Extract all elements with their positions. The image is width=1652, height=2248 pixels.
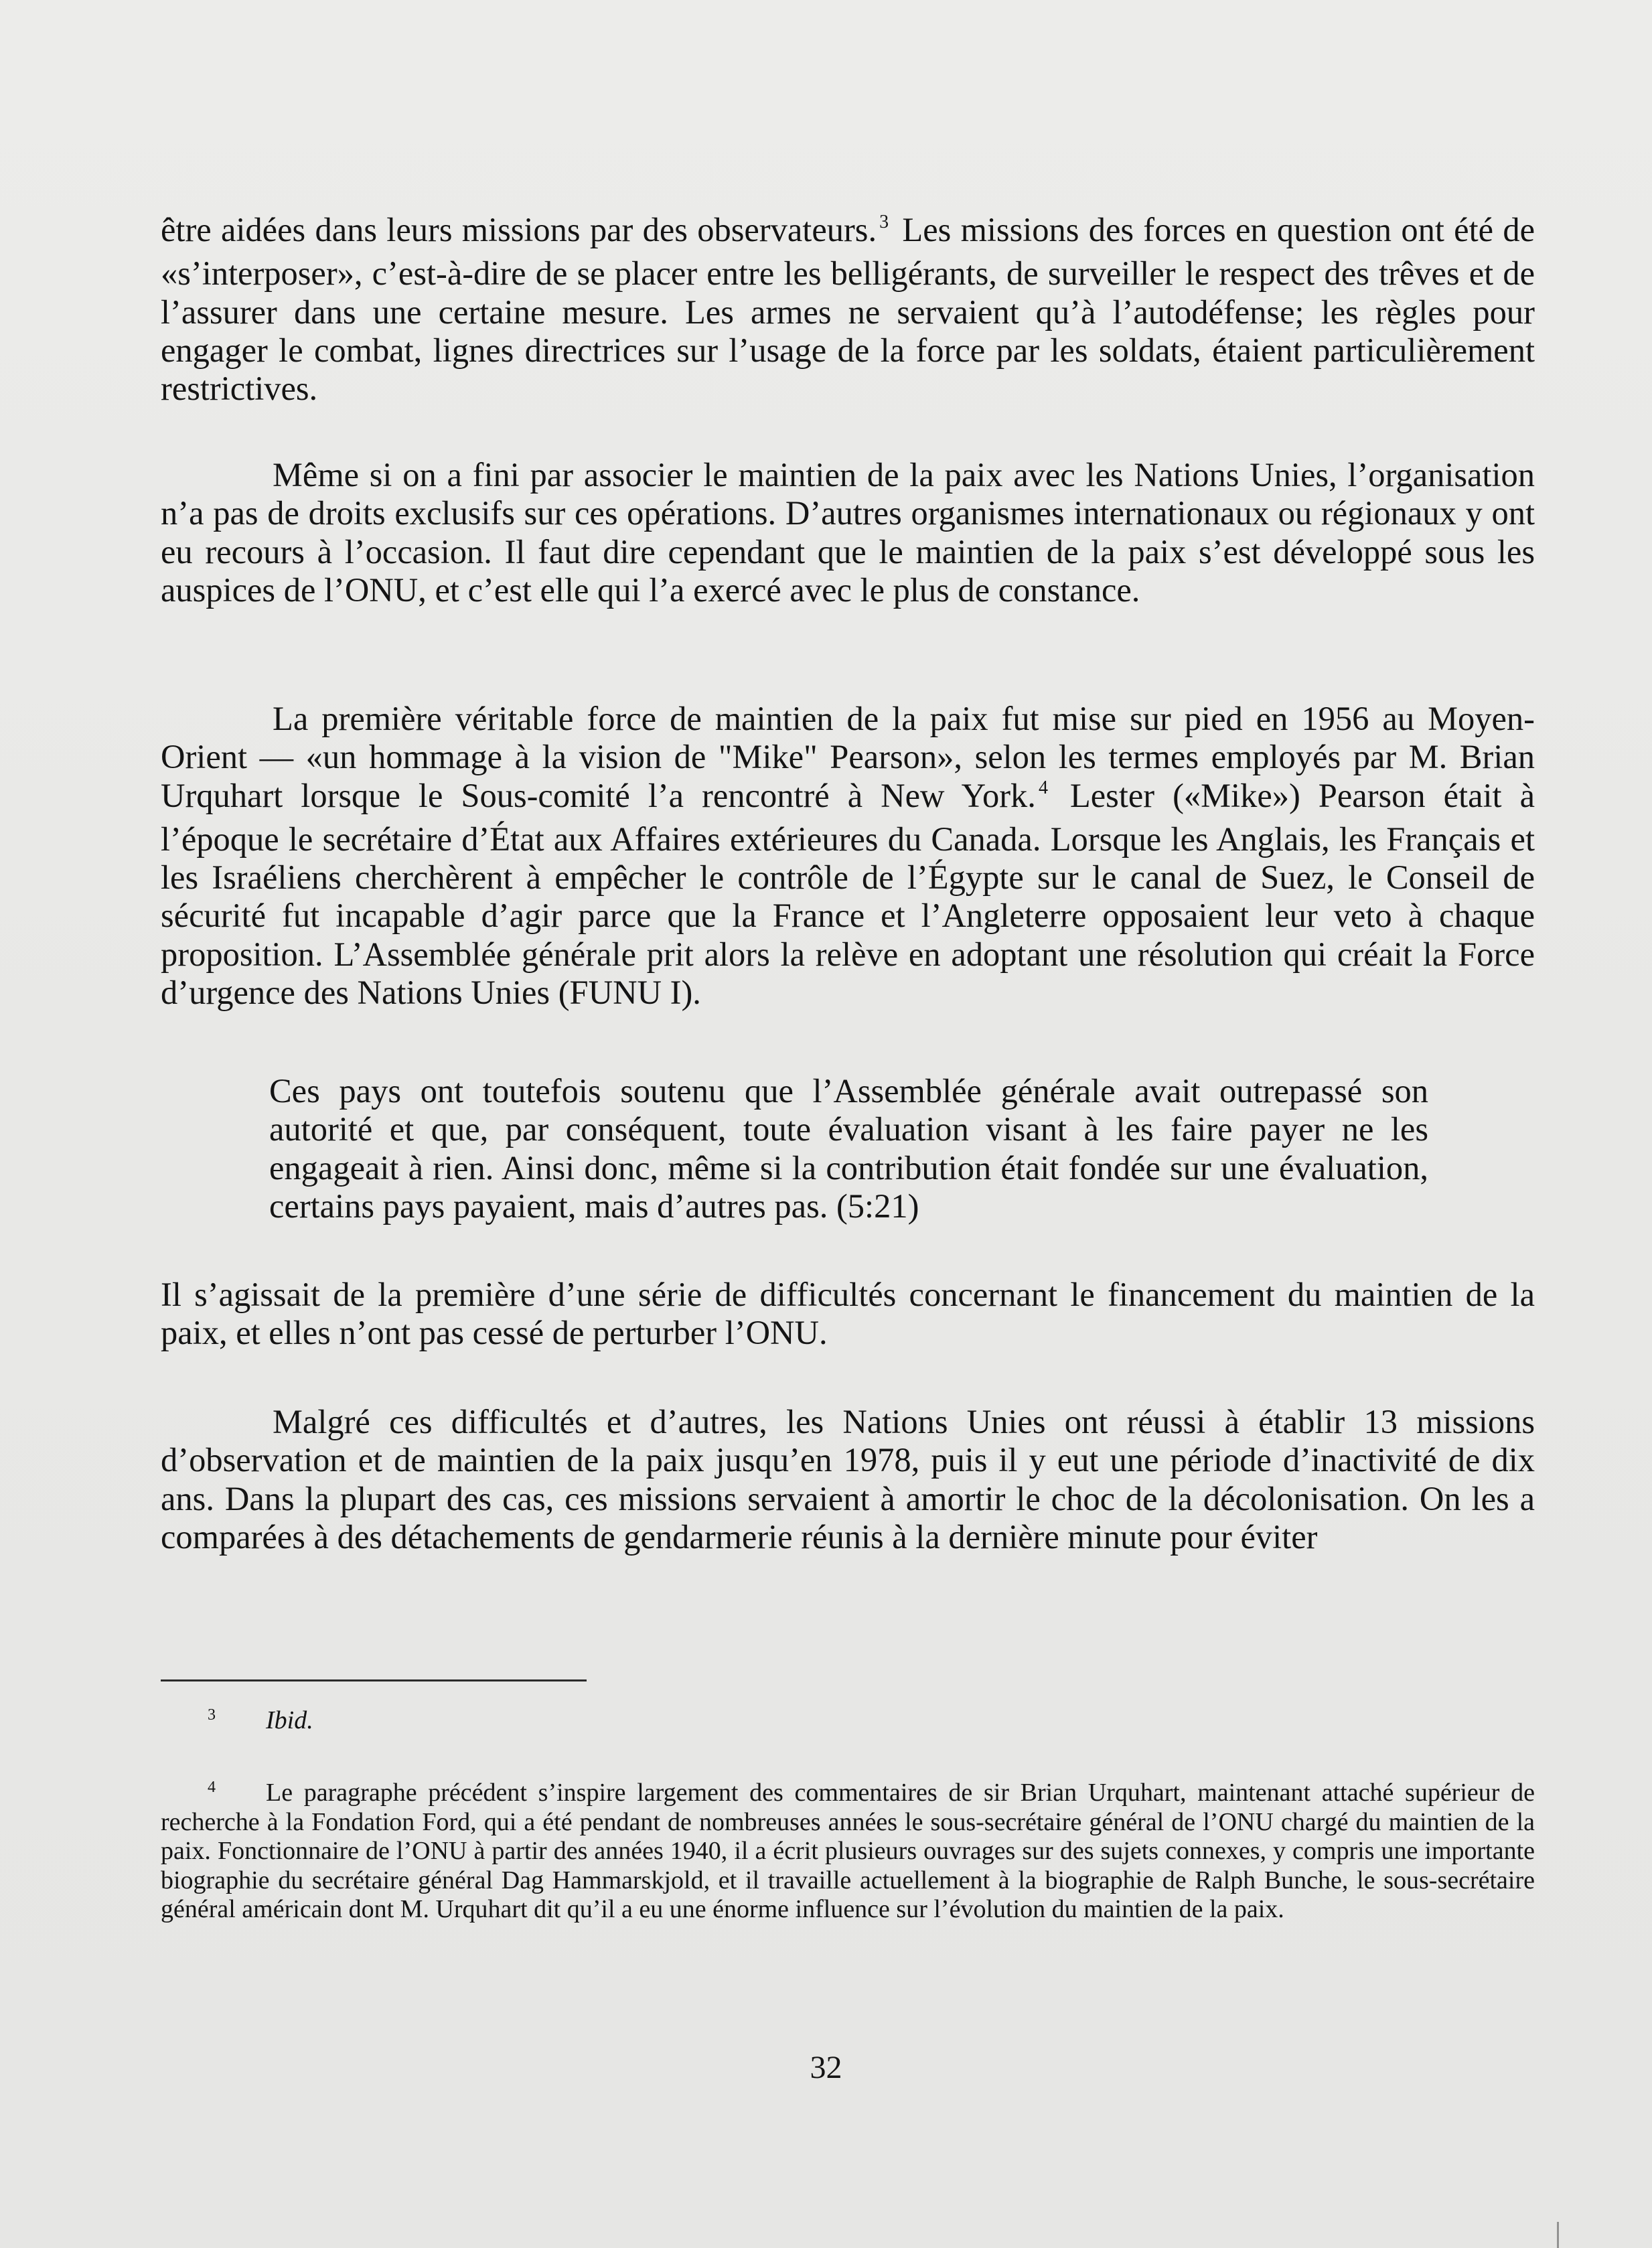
paragraph-3-text-b: Lester («Mike») Pearson était à l’époque le secrétaire d’État aux Affaires extérieures du Canada. Lorsque les Anglais, les Français et les Israéliens cherchèrent à empêcher le contrôle de l’Égypte sur le canal de Suez, le Conseil de sécurité fut incapable d’agir parce que la France et l’Angleterre opposaient leur veto à chaque proposition. L’Assemblée générale prit alors la relève en adoptant une résolution qui créait la Force d’urgence des Nations Unies (FUNU I). [161, 776, 1535, 1012]
footnote-3-mark: 3 [208, 1706, 216, 1724]
page-number: 32 [810, 2050, 842, 2085]
paragraph-1-text-b: Les missions des forces en question ont été de «s’interposer», c’est-à-dire de se placer entre les belligérants, de surveiller le respect des trêves et de l’assurer dans une certaine mesure. Les armes ne servaient qu’à l’autodéfense; les règles pour engager le combat, lignes directrices sur l’usage de la force par les soldats, étaient particulièrement restrictives. [161, 211, 1535, 408]
footnote-ref-4: 4 [1038, 777, 1048, 798]
paragraph-3 [161, 700, 1535, 1012]
paragraph-2-text: Même si on a fini par associer le maintien de la paix avec les Nations Unies, l’organisation n’a pas de droits exclusifs sur ces opérations. D’autres organismes internationaux ou régionaux y ont eu recours à l’occasion. Il faut dire cependant que le maintien de la paix s’est développé sous les auspices de l’ONU, et c’est elle qui l’a exercé avec le plus de constance. [161, 456, 1535, 609]
block-quote-text: Ces pays ont toutefois soutenu que l’Assemblée générale avait outrepassé son autorité et que, par conséquent, toute évaluation visant à les faire payer ne les engageait à rien. Ainsi donc, même si la contribution était fondée sur une évaluation, certains pays payaient, mais d’autres pas. (5:21) [269, 1072, 1428, 1225]
paragraph-4-text: Il s’agissait de la première d’une série de difficultés concernant le financement du maintien de la paix, et elles n’ont pas cessé de perturber l’ONU. [161, 1276, 1535, 1352]
paragraph-2 [161, 456, 1535, 609]
paragraph-1 [161, 211, 1535, 408]
paragraph-5 [161, 1403, 1535, 1556]
block-quote [269, 1072, 1428, 1225]
paragraph-3-text-a: La première véritable force de maintien de la paix fut mise sur pied en 1956 au Moyen-Orient — «un hommage à la vision de "Mike" Pearson», selon les termes employés par M. Brian Urquhart lorsque le Sous-comité l’a rencontré à New York. [161, 700, 1535, 814]
scan-edge-mark [1557, 2222, 1559, 2248]
paragraph-1-text-a: être aidées dans leurs missions par des observateurs. [161, 211, 877, 248]
footnote-4 [161, 1779, 1535, 1925]
footnote-4-text: Le paragraphe précédent s’inspire largement des commentaires de sir Brian Urquhart, maintenant attaché supérieur de recherche à la Fondation Ford, qui a été pendant de nombreuses années le sous-secrétaire général de l’ONU chargé du maintien de la paix. Fonctionnaire de l’ONU à partir des années 1940, il a écrit plusieurs ouvrages sur des sujets connexes, y compris une importante biographie du secrétaire général Dag Hammarskjold, et il travaille actuellement à la biographie de Ralph Bunche, le sous-secrétaire général américain dont M. Urquhart dit qu’il a eu une énorme influence sur l’évolution du maintien de la paix. [161, 1779, 1535, 1923]
footnote-separator [161, 1679, 587, 1681]
paragraph-5-text: Malgré ces difficultés et d’autres, les Nations Unies ont réussi à établir 13 missions d’observation et de maintien de la paix jusqu’en 1978, puis il y eut une période d’inactivité de dix ans. Dans la plupart des cas, ces missions servaient à amortir le choc de la décolonisation. On les a comparées à des détachements de gendarmerie réunis à la dernière minute pour éviter [161, 1403, 1535, 1556]
footnote-3-text: Ibid. [266, 1706, 313, 1734]
footnote-4-mark: 4 [208, 1779, 216, 1796]
paragraph-4 [161, 1276, 1535, 1353]
footnote-ref-3: 3 [879, 212, 889, 232]
